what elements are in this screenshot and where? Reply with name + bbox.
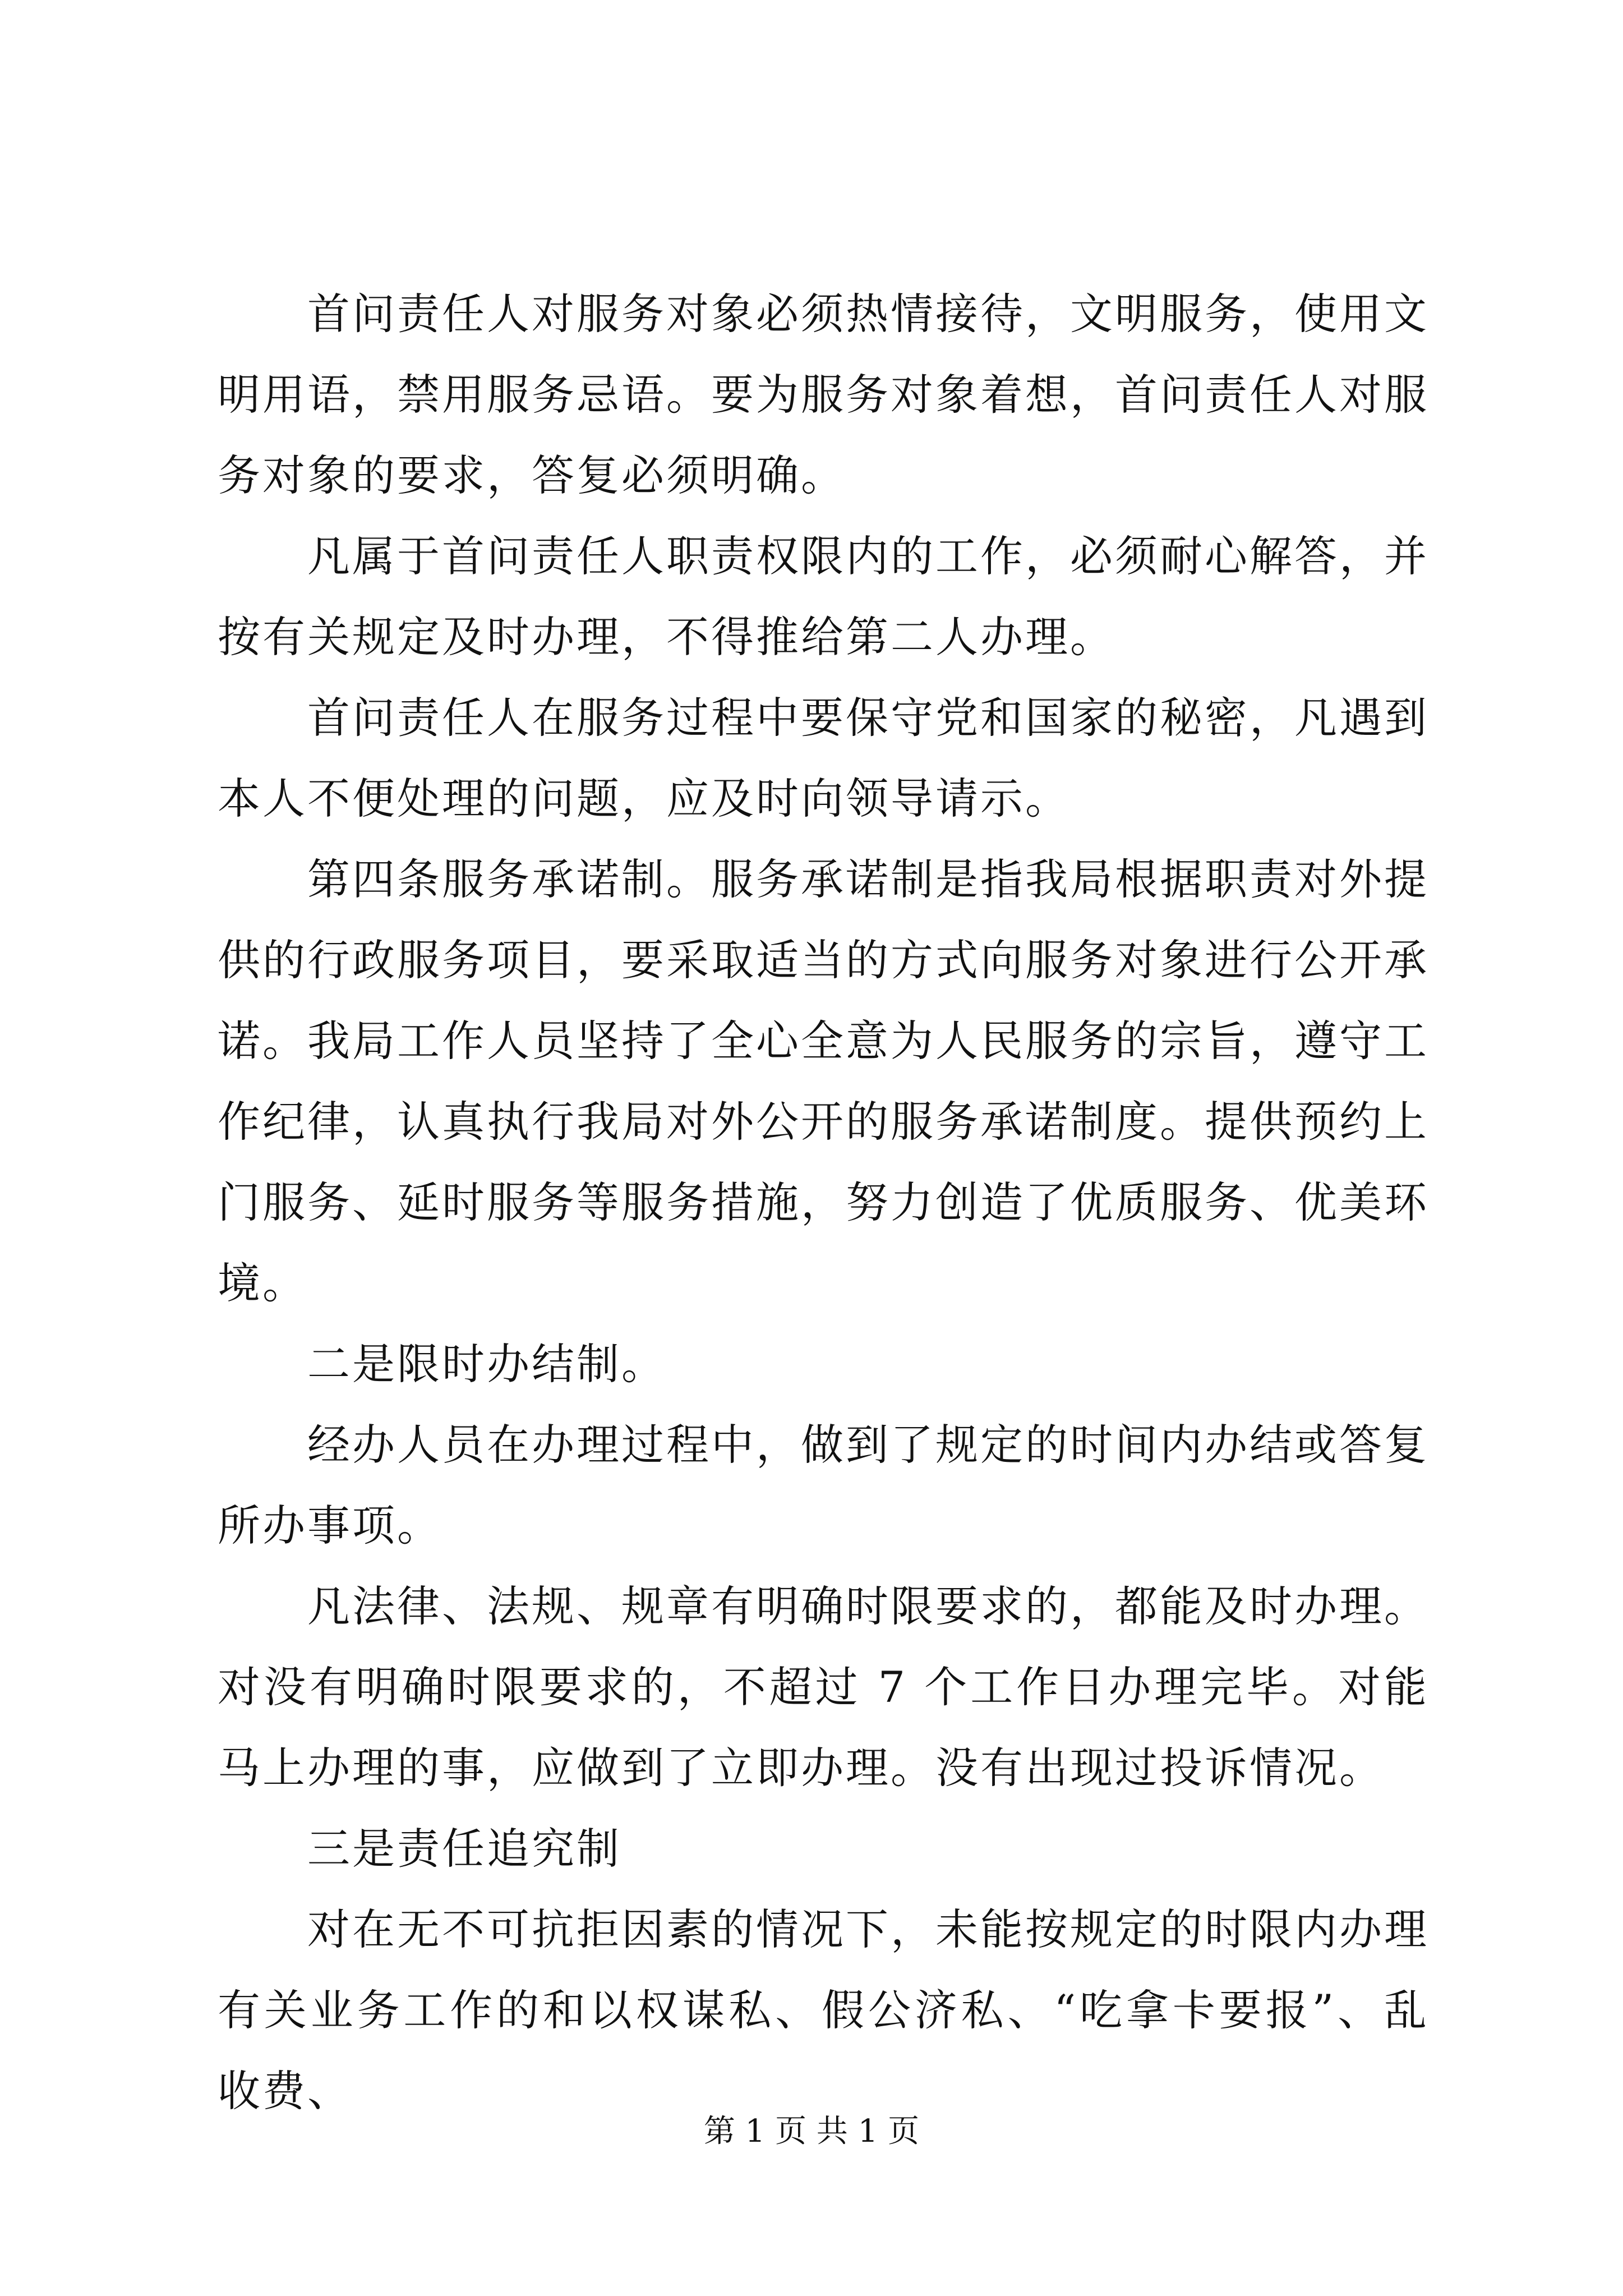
page-number-footer: 第 1 页 共 1 页	[703, 2113, 920, 2150]
paragraph-accountability: 对在无不可抗拒因素的情况下，未能按规定的时限内办理有关业务工作的和以权谋私、假公济私、“吃拿卡要报”、乱收费、	[218, 1904, 1429, 2116]
paragraph-time-limit-rules: 凡法律、法规、规章有明确时限要求的，都能及时办理。对没有明确时限要求的，不超过 7 个工作日办理完毕。对能马上办理的事，应做到了立即办理。没有出现过投诉情况。	[218, 1581, 1429, 1793]
paragraph-time-limit-process: 经办人员在办理过程中，做到了规定的时间内办结或答复所办事项。	[218, 1420, 1429, 1550]
heading-time-limit-system: 二是限时办结制。	[307, 1339, 666, 1389]
paragraph-service-commitment: 第四条服务承诺制。服务承诺制是指我局根据职责对外提供的行政服务项目，要采取适当的方式向服务对象进行公开承诺。我局工作人员坚持了全心全意为人民服务的宗旨，遵守工作纪律，认真执行我局对外公开的服务承诺制度。提供预约上门服务、延时服务等服务措施，努力创造了优质服务、优美环境。	[218, 854, 1429, 1308]
paragraph-first-inquiry-duty-scope: 凡属于首问责任人职责权限内的工作，必须耐心解答，并按有关规定及时办理，不得推给第二人办理。	[218, 531, 1429, 662]
paragraph-first-inquiry-confidentiality: 首问责任人在服务过程中要保守党和国家的秘密，凡遇到本人不便处理的问题，应及时向领导请示。	[218, 693, 1429, 823]
document-body	[218, 274, 1429, 2132]
paragraph-first-inquiry-reception: 首问责任人对服务对象必须热情接待，文明服务，使用文明用语，禁用服务忌语。要为服务对象着想，首问责任人对服务对象的要求，答复必须明确。	[218, 289, 1429, 500]
heading-accountability-system: 三是责任追究制	[307, 1824, 621, 1874]
